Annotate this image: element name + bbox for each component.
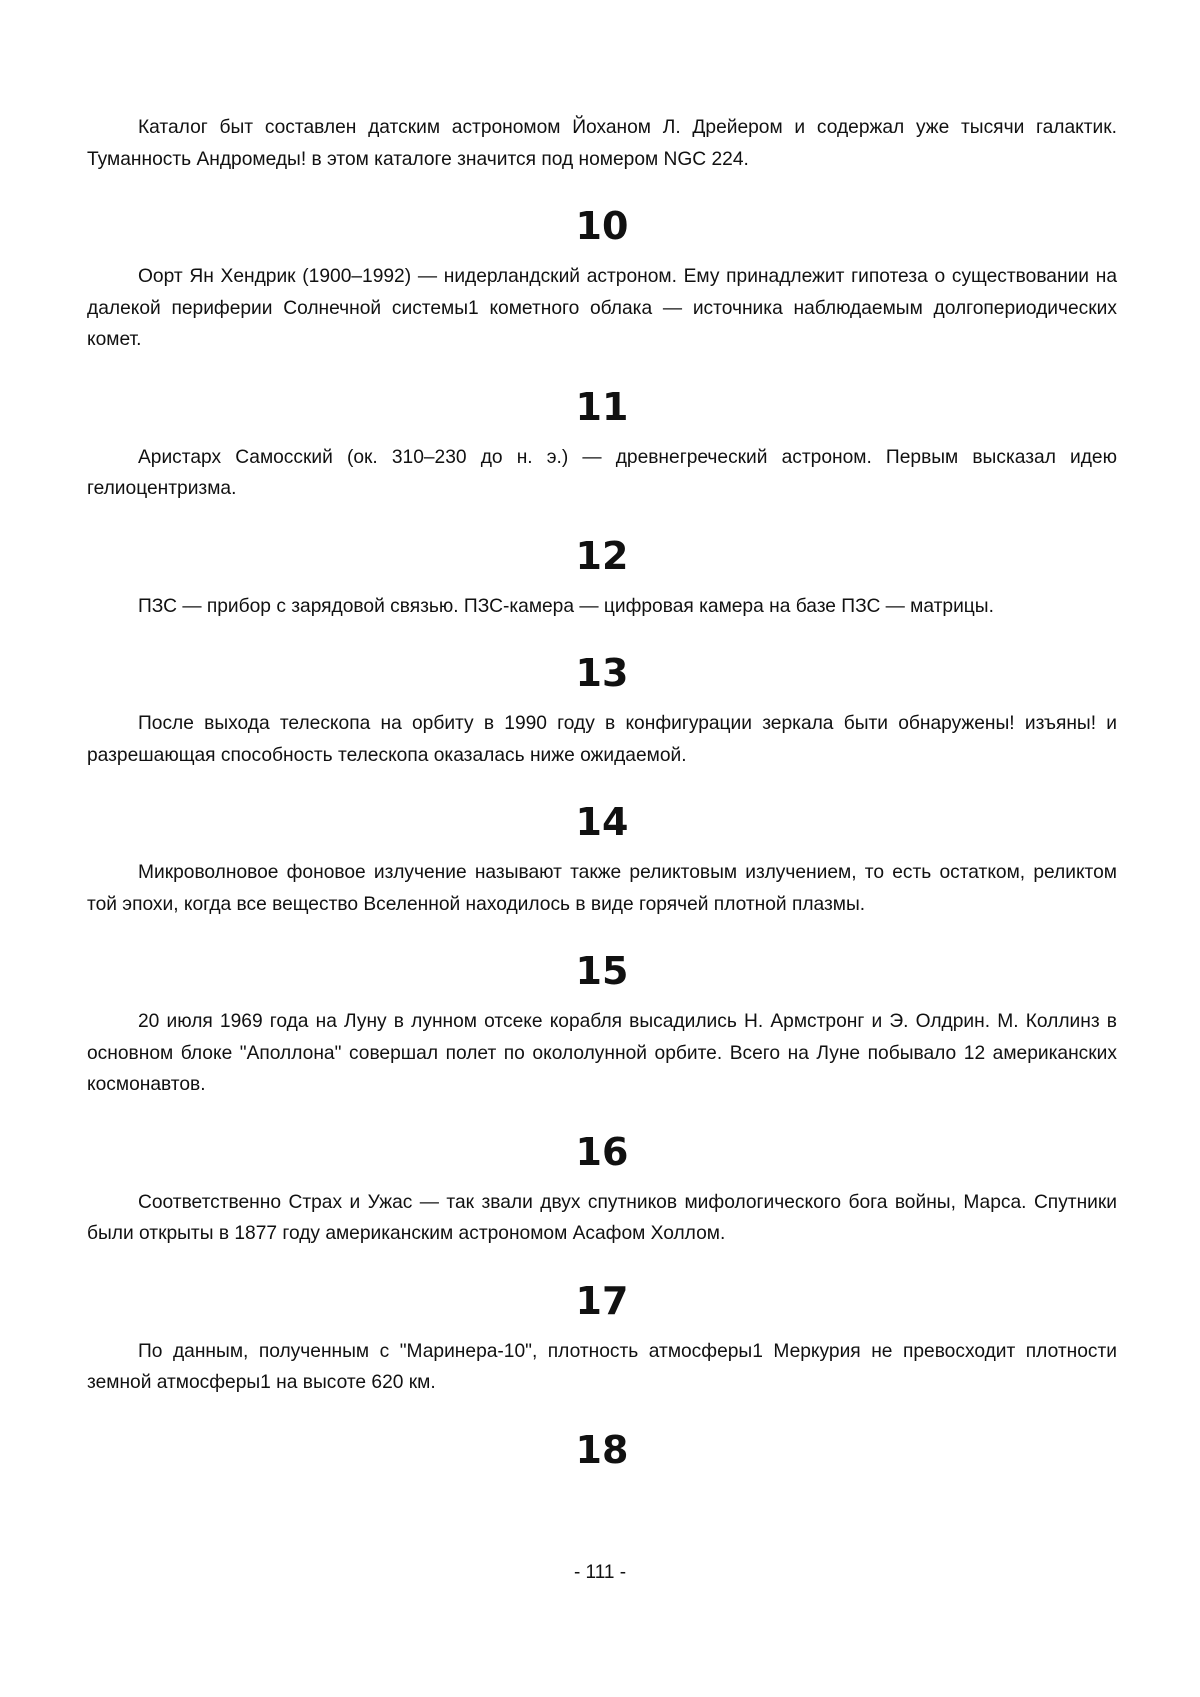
page-number: - 111 - [573,1562,627,1583]
note-number: 16 [575,1129,629,1174]
note-17 [87,1278,1117,1399]
note-number: 12 [575,533,629,578]
note-text: По данным, полученным с "Маринера-10", плотность атмосферы1 Меркурия не превосходит плотности земной атмосферы1 на высоте 620 км. [87,1340,1117,1393]
note-15 [87,948,1117,1101]
note-number: 17 [575,1278,629,1323]
note-text: ПЗС — прибор с зарядовой связью. ПЗС-камера — цифровая камера на базе ПЗС — матрицы. [138,595,994,617]
note-number: 15 [575,949,629,993]
note-text: Аристарх Самосский (ок. 310–230 до н. э.) — древнегреческий астроном. Первым высказал идею гелиоцентризма. [87,446,1117,499]
note-text: После выхода телескопа на орбиту в 1990 году в конфигурации зеркала быти обнаружены! изъяны! и разрешающая способность телескопа оказалась ниже ожидаемой. [87,713,1117,766]
note-text: Оорт Ян Хендрик (1900–1992) — нидерландский астроном. Ему принадлежит гипотеза о существовании на далекой периферии Солнечной системы1 кометного облака — источника наблюдаемым долгопериодических комет. [87,266,1117,350]
note-text: Соответственно Страх и Ужас — так звали двух спутников мифологического бога войны, Марса. Спутники были открыты в 1877 году американским астрономом Асафом Холлом. [87,1191,1117,1244]
note-number: 18 [575,1427,629,1472]
note-18 [87,1427,1117,1473]
note-number: 11 [575,384,629,429]
note-10 [87,203,1117,356]
note-14 [87,799,1117,920]
note-text: 20 июля 1969 года на Луну в лунном отсеке корабля высадились Н. Армстронг и Э. Олдрин. М. Коллинз в основном блоке "Аполлона" совершал полет по окололунной орбите. Всего на Луне побывало 12 американских космонавтов. [87,1011,1117,1095]
note-number: 10 [575,204,629,248]
note-number: 13 [575,651,629,695]
note-number: 14 [575,800,629,844]
note-16 [87,1129,1117,1250]
note-text: Микроволновое фоновое излучение называют также реликтовым излучением, то есть остатком, реликтом той эпохи, когда все вещество Вселенной находилось в виде горячей плотной плазмы. [87,862,1117,915]
note-13 [87,650,1117,771]
note-11 [87,384,1117,505]
intro-paragraph: Каталог быт составлен датским астрономом Йоханом Л. Дрейером и содержал уже тысячи галактик. Туманность Андромеды! в этом каталоге значится под номером NGC 224. [87,117,1117,170]
page-body [87,112,1117,1485]
note-12 [87,533,1117,623]
